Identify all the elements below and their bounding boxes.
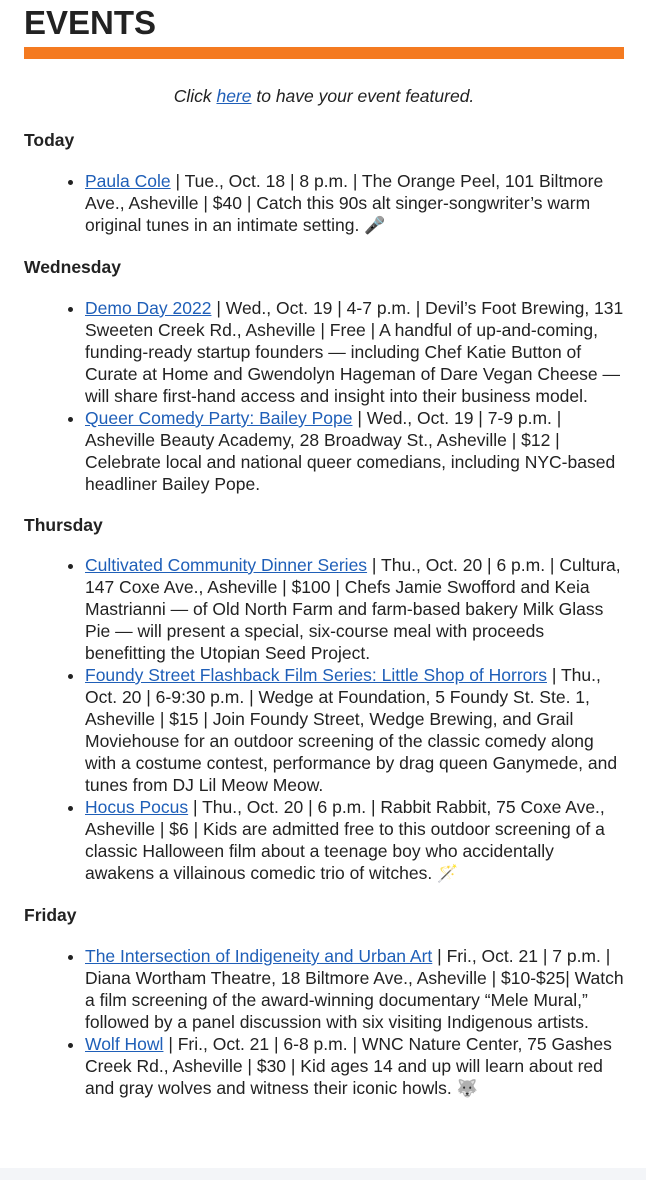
event-details: | Tue., Oct. 18 | 8 p.m. | The Orange Peel, 101 Biltmore Ave., Asheville | $40 | Catch this 90s alt singer-songwriter’s warm original tunes in an intimate setting. — [85, 171, 604, 235]
event-list-today — [24, 170, 624, 237]
list-item — [85, 945, 624, 1033]
event-link-demo-day[interactable]: Demo Day 2022 — [85, 298, 212, 318]
list-item — [85, 170, 624, 237]
event-link-queer-comedy[interactable]: Queer Comedy Party: Bailey Pope — [85, 408, 353, 428]
event-details: | Wed., Oct. 19 | 4-7 p.m. | Devil’s Foot Brewing, 131 Sweeten Creek Rd., Asheville | Free | A handful of up-and-coming, funding-ready startup founders — including Chef Katie Button of Curate at Home and Gwendolyn Hageman of Dare Vegan Cheese — will share first-hand access and insight into their business model. — [85, 298, 624, 406]
event-list-wednesday — [24, 297, 624, 495]
day-heading-friday: Friday — [24, 905, 77, 925]
event-list-friday — [24, 945, 624, 1100]
list-item — [85, 664, 624, 796]
feature-callout — [24, 85, 624, 107]
title-underline-bar — [24, 47, 624, 59]
event-link-paula-cole[interactable]: Paula Cole — [85, 171, 171, 191]
event-details: | Thu., Oct. 20 | 6 p.m. | Cultura, 147 Coxe Ave., Asheville | $100 | Chefs Jamie Swofford and Keia Mastrianni — of Old North Farm and farm-based bakery Milk Glass Pie — will present a special, six-course meal with proceeds benefitting the Utopian Seed Project. — [85, 555, 621, 663]
event-details: | Thu., Oct. 20 | 6 p.m. | Rabbit Rabbit, 75 Coxe Ave., Asheville | $6 | Kids are admitted free to this outdoor screening of a classic Halloween film about a teenage boy who accidentally awakens a villainous comedic trio of witches. — [85, 797, 605, 883]
list-item — [85, 407, 624, 495]
feature-text-after: to have your event featured. — [251, 86, 475, 106]
event-link-foundy-street[interactable]: Foundy Street Flashback Film Series: Little Shop of Horrors — [85, 665, 547, 685]
event-list-thursday — [24, 554, 624, 885]
event-details: | Fri., Oct. 21 | 6-8 p.m. | WNC Nature Center, 75 Gashes Creek Rd., Asheville | $30 | Kid ages 14 and up will learn about red and gray wolves and witness their iconic howls. — [85, 1034, 612, 1098]
feature-text-before: Click — [173, 86, 217, 106]
page-title: EVENTS — [24, 4, 157, 41]
event-link-indigeneity-urban-art[interactable]: The Intersection of Indigeneity and Urban Art — [85, 946, 433, 966]
event-details: | Thu., Oct. 20 | 6-9:30 p.m. | Wedge at Foundation, 5 Foundy St. Ste. 1, Asheville | $15 | Join Foundy Street, Wedge Brewing, and Grail Moviehouse for an outdoor screening of the classic comedy along with a costume contest, performance by drag queen Ganymede, and tunes from DJ Lil Meow Meow. — [85, 665, 618, 795]
magic-wand-icon: 🪄 — [437, 864, 459, 884]
list-item — [85, 554, 624, 664]
day-heading-today: Today — [24, 130, 75, 150]
microphone-icon: 🎤 — [364, 216, 386, 236]
event-details: | Wed., Oct. 19 | 7-9 p.m. | Asheville Beauty Academy, 28 Broadway St., Asheville | $12 | Celebrate local and national queer comedians, including NYC-based headliner Bailey Pope. — [85, 408, 616, 494]
footer-divider-strip — [0, 1168, 646, 1180]
list-item — [85, 297, 624, 407]
event-link-wolf-howl[interactable]: Wolf Howl — [85, 1034, 164, 1054]
event-link-hocus-pocus[interactable]: Hocus Pocus — [85, 797, 189, 817]
event-details: | Fri., Oct. 21 | 7 p.m. | Diana Wortham Theatre, 18 Biltmore Ave., Asheville | $10-$25| Watch a film screening of the award-winning documentary “Mele Mural,” followed by a panel discussion with six visiting Indigenous artists. — [85, 946, 624, 1032]
list-item — [85, 1033, 624, 1100]
event-link-cultivated-community[interactable]: Cultivated Community Dinner Series — [85, 555, 368, 575]
list-item — [85, 796, 624, 885]
day-heading-thursday: Thursday — [24, 515, 103, 535]
day-heading-wednesday: Wednesday — [24, 257, 121, 277]
wolf-icon: 🐺 — [456, 1079, 478, 1099]
feature-here-link[interactable]: here — [216, 86, 252, 106]
